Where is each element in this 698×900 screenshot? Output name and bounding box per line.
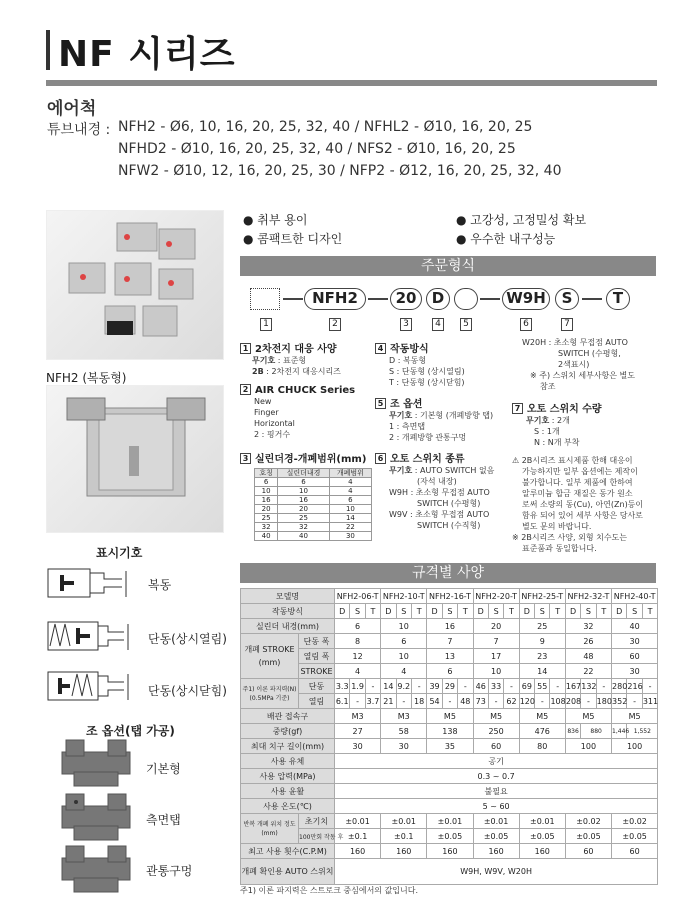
spec-cell: 6 (381, 634, 427, 649)
force-cell: - (365, 679, 380, 694)
symbol-label-single-open: 단동(상시열림) (148, 632, 227, 646)
model-cell: NFH2-16-T (427, 589, 473, 604)
force-cell: 216 (627, 679, 642, 694)
action-cell: T (596, 604, 611, 619)
order-num-2: 2 (329, 318, 341, 331)
spec-cell: 100 (612, 739, 658, 754)
action-cell: T (365, 604, 380, 619)
spec-cell: ±0.02 (612, 814, 658, 829)
spec-table (240, 588, 658, 885)
weight-cell: 476 (519, 724, 565, 739)
label-bore: 실린더 내경(mm) (241, 619, 335, 634)
pressure-value: 0.3 ~ 0.7 (335, 769, 658, 784)
def-7: 7 오토 스위치 수량 무기호 : 2개 S : 1개 N : N개 부착 (512, 400, 602, 448)
spec-cell: M5 (427, 709, 473, 724)
model-cell: NFH2-25-T (519, 589, 565, 604)
label-fluid: 사용 유체 (241, 754, 335, 769)
section-heading: 에어척 (47, 99, 97, 119)
label-pressure: 사용 압력(MPa) (241, 769, 335, 784)
force-cell: 180 (596, 694, 611, 709)
order-dash (582, 298, 602, 300)
action-cell: D (612, 604, 627, 619)
weight-cell: 58 (381, 724, 427, 739)
spec-cell: M5 (519, 709, 565, 724)
weight-cell: 1,446 (612, 724, 627, 739)
label-port: 배관 접속구 (241, 709, 335, 724)
label-lube: 사용 윤활 (241, 784, 335, 799)
page-title: NF 시리즈 (58, 34, 236, 75)
action-cell: D (335, 604, 350, 619)
action-cell: D (381, 604, 396, 619)
force-cell: 352 (612, 694, 627, 709)
force-cell: 69 (519, 679, 534, 694)
def-6-continued: W20H : 초소형 무접점 AUTO SWITCH (수평형, 2색표시) ※ 주) 스위치 세부사항은 별도 참조 (522, 338, 636, 391)
label-action: 작동방식 (241, 604, 335, 619)
spec-cell: 26 (565, 634, 611, 649)
spec-cell: 20 (473, 619, 519, 634)
spec-cell: 7 (473, 634, 519, 649)
force-cell: 62 (504, 694, 519, 709)
label-stroke: STROKE (299, 664, 335, 679)
weight-cell: 27 (335, 724, 381, 739)
action-cell: S (581, 604, 596, 619)
spec-cell: M5 (565, 709, 611, 724)
order-num-1: 1 (260, 318, 272, 331)
model-cell: NFH2-06-T (335, 589, 381, 604)
force-cell: 3.7 (365, 694, 380, 709)
force-cell: - (350, 694, 365, 709)
title-accent-bar (46, 30, 50, 70)
spec-cell: ±0.01 (519, 814, 565, 829)
order-num-7: 7 (561, 318, 573, 331)
def-3: 3 실린더경-개폐범위(mm) 호칭 실린더내경 개폐범위 6 6 4 10 10 4 16 16 6 20 20 10 25 25 14 32 32 22 40 40 30 (240, 450, 372, 541)
label-grip: 최대 치구 길이(mm) (241, 739, 335, 754)
single-open-symbol (46, 618, 136, 656)
spec-cell: 13 (427, 649, 473, 664)
force-cell: 9.2 (396, 679, 411, 694)
order-num-3: 3 (400, 318, 412, 331)
spec-cell: 9 (519, 634, 565, 649)
title-rule (46, 80, 657, 86)
feature-1: ● 취부 용이 (243, 213, 308, 227)
spec-cell: M5 (612, 709, 658, 724)
spec-cell: 40 (612, 619, 658, 634)
label-temp: 사용 온도(℃) (241, 799, 335, 814)
spec-cell: ±0.1 (381, 829, 427, 844)
order-dash (283, 298, 303, 300)
force-cell: 18 (411, 694, 426, 709)
spec-cell: 100 (565, 739, 611, 754)
force-cell: - (642, 679, 657, 694)
def-2: 2 AIR CHUCK Series New Finger Horizontal 2 : 핑거수 (240, 384, 355, 440)
product-group-photo (46, 210, 224, 360)
weight-cell: 1,552 (627, 724, 658, 739)
force-cell: - (396, 694, 411, 709)
tube-line-2: NFHD2 - Ø10, 16, 20, 25, 32, 40 / NFS2 - Ø10, 16, 20, 25 (118, 141, 516, 157)
force-cell: - (581, 694, 596, 709)
spec-cell: 160 (335, 844, 381, 859)
spec-cell: 4 (335, 664, 381, 679)
spec-cell: ±0.05 (473, 829, 519, 844)
spec-cell: 32 (565, 619, 611, 634)
spec-cell: 60 (565, 844, 611, 859)
force-cell: 54 (427, 694, 442, 709)
action-cell: S (350, 604, 365, 619)
spec-cell: 160 (519, 844, 565, 859)
double-acting-symbol (46, 565, 136, 603)
spec-cell: ±0.05 (565, 829, 611, 844)
label-f-single: 단동 (299, 679, 335, 694)
spec-cell: 30 (381, 739, 427, 754)
spec-footnote: 주1) 이론 파지력은 스트로크 중심에서의 값입니다. (240, 886, 419, 895)
spec-cell: 10 (473, 664, 519, 679)
order-code-switch: W9H (502, 288, 550, 310)
action-cell: S (442, 604, 457, 619)
label-single: 단동 폭 (299, 634, 335, 649)
order-code-bore: 20 (390, 288, 422, 310)
bore-table: 호칭 실린더내경 개폐범위 6 6 4 10 10 4 16 16 6 20 20 10 25 25 14 32 32 22 40 40 30 (254, 468, 372, 541)
feature-4: ● 우수한 내구성능 (456, 232, 556, 246)
lube-value: 불필요 (335, 784, 658, 799)
spec-cell: M3 (335, 709, 381, 724)
label-acc-main: 반복 개폐 위치 정도(mm) (241, 814, 299, 844)
weight-cell: 836 (565, 724, 580, 739)
force-cell: - (458, 679, 473, 694)
gripper-group-illustration (47, 211, 225, 361)
spec-cell: ±0.01 (335, 814, 381, 829)
order-num-5: 5 (460, 318, 472, 331)
def-1: 1 2차전지 대응 사양 무기호 : 표준형 2B : 2차전지 대응시리즈 (240, 340, 341, 377)
action-cell: S (488, 604, 503, 619)
spec-cell: 30 (335, 739, 381, 754)
order-blank-box (250, 288, 280, 310)
spec-cell: 4 (381, 664, 427, 679)
spec-cell: 8 (335, 634, 381, 649)
force-cell: 33 (488, 679, 503, 694)
spec-cell: 35 (427, 739, 473, 754)
spec-cell: 160 (473, 844, 519, 859)
product-caption: NFH2 (복동형) (46, 371, 127, 385)
spec-cell: 25 (519, 619, 565, 634)
spec-cell: 10 (381, 649, 427, 664)
symbol-label-single-closed: 단동(상시닫힘) (148, 684, 227, 698)
spec-cell: 48 (565, 649, 611, 664)
force-cell: 21 (381, 694, 396, 709)
spec-cell: 30 (612, 664, 658, 679)
weight-cell: 138 (427, 724, 473, 739)
spec-cell: 30 (612, 634, 658, 649)
tube-label: 튜브내경 : (47, 122, 111, 138)
weight-cell: 250 (473, 724, 519, 739)
action-cell: D (519, 604, 534, 619)
order-code-option-t: T (606, 288, 630, 310)
label-force-main: 주1) 이론 파지력(N) (0.5MPa 기준) (241, 679, 299, 709)
feature-3: ● 콤팩트한 디자인 (243, 232, 343, 246)
spec-cell: 80 (519, 739, 565, 754)
force-cell: 311 (642, 694, 657, 709)
tap-label-through: 관통구멍 (146, 864, 193, 878)
force-cell: 14 (381, 679, 396, 694)
action-cell: S (396, 604, 411, 619)
force-cell: 208 (565, 694, 580, 709)
force-cell: 55 (535, 679, 550, 694)
symbol-title: 표시기호 (96, 546, 143, 560)
spec-cell: M5 (473, 709, 519, 724)
label-sw: 개폐 확인용 AUTO 스위치 (241, 859, 335, 885)
spec-cell: ±0.1 (335, 829, 381, 844)
model-cell: NFH2-20-T (473, 589, 519, 604)
spec-cell: 60 (612, 649, 658, 664)
label-acc1: 초기치 (299, 814, 335, 829)
force-cell: - (550, 679, 565, 694)
model-cell: NFH2-40-T (612, 589, 658, 604)
action-cell: T (458, 604, 473, 619)
label-freq: 최고 사용 횟수(C.P.M) (241, 844, 335, 859)
symbol-label-double: 복동 (148, 578, 172, 592)
tap-label-basic: 기본형 (146, 762, 181, 776)
tube-line-1: NFH2 - Ø6, 10, 16, 20, 25, 32, 40 / NFHL2 - Ø10, 16, 20, 25 (118, 119, 533, 135)
label-f-open: 열림 (299, 694, 335, 709)
spec-cell: 60 (473, 739, 519, 754)
note-2b: ⚠ 2B시리즈 표시제품 한해 대응이 가능하지만 일부 옵션에는 제작이 불가합니다. 일부 제품에 한하여 알루미늄 합금 재질은 동가 원소 로써 소량의 동(Cu), 아연(Zn)등이 함유 되어 있어 세부 사항은 당사로 별도 문의 바랍니다. ※ 2B시리즈 사양, 외형 치수도는 표준품과 동일합니다. (512, 456, 644, 553)
nfh2-photo (46, 385, 224, 533)
action-cell: D (473, 604, 488, 619)
tube-line-3: NFW2 - Ø10, 12, 16, 20, 25, 30 / NFP2 - Ø12, 16, 20, 25, 32, 40 (118, 163, 562, 179)
action-cell: T (642, 604, 657, 619)
def-5: 5 조 옵션 무기호 : 기본형 (개폐방향 탭) 1 : 측면탭 2 : 개폐방향 관통구멍 (375, 395, 493, 443)
label-open: 열림 폭 (299, 649, 335, 664)
spec-cell: 160 (427, 844, 473, 859)
spec-cell: 17 (473, 649, 519, 664)
order-num-6: 6 (520, 318, 532, 331)
force-cell: 132 (581, 679, 596, 694)
spec-cell: 60 (612, 844, 658, 859)
spec-cell: 7 (427, 634, 473, 649)
spec-cell: 160 (381, 844, 427, 859)
action-cell: S (535, 604, 550, 619)
order-code-action: D (426, 288, 450, 310)
action-cell: S (627, 604, 642, 619)
spec-band: 규격별 사양 (240, 563, 656, 583)
force-cell: - (627, 694, 642, 709)
model-cell: NFH2-10-T (381, 589, 427, 604)
spec-cell: ±0.05 (427, 829, 473, 844)
spec-cell: 14 (519, 664, 565, 679)
force-cell: 120 (519, 694, 534, 709)
spec-cell: ±0.05 (519, 829, 565, 844)
action-cell: T (504, 604, 519, 619)
action-cell: D (427, 604, 442, 619)
spec-cell: ±0.01 (427, 814, 473, 829)
force-cell: - (504, 679, 519, 694)
force-cell: 48 (458, 694, 473, 709)
spec-cell: 16 (427, 619, 473, 634)
sw-value: W9H, W9V, W20H (335, 859, 658, 885)
force-cell: - (596, 679, 611, 694)
force-cell: 1.9 (350, 679, 365, 694)
model-cell: NFH2-32-T (565, 589, 611, 604)
spec-cell: 23 (519, 649, 565, 664)
tap-basic-icon (56, 740, 136, 790)
action-cell: T (550, 604, 565, 619)
order-num-4: 4 (432, 318, 444, 331)
spec-cell: ±0.05 (612, 829, 658, 844)
label-model: 모델명 (241, 589, 335, 604)
force-cell: - (442, 694, 457, 709)
force-cell: 167 (565, 679, 580, 694)
force-cell: - (488, 694, 503, 709)
order-dash (480, 298, 500, 300)
force-cell: 6.1 (335, 694, 350, 709)
spec-cell: 6 (427, 664, 473, 679)
tap-side-icon (56, 794, 136, 844)
force-cell: 39 (427, 679, 442, 694)
order-code-series: NFH2 (304, 288, 366, 310)
force-cell: 46 (473, 679, 488, 694)
action-cell: T (411, 604, 426, 619)
force-cell: 29 (442, 679, 457, 694)
spec-cell: 10 (381, 619, 427, 634)
feature-2: ● 고강성, 고정밀성 확보 (456, 213, 587, 227)
spec-cell: ±0.02 (565, 814, 611, 829)
single-closed-symbol (46, 668, 136, 706)
force-cell: - (411, 679, 426, 694)
temp-value: 5 ~ 60 (335, 799, 658, 814)
tap-through-icon (56, 846, 136, 896)
spec-cell: ±0.01 (381, 814, 427, 829)
tap-title: 조 옵션(탭 가공) (86, 724, 175, 738)
spec-cell: M3 (381, 709, 427, 724)
force-cell: 73 (473, 694, 488, 709)
force-cell: 280 (612, 679, 627, 694)
spec-cell: 22 (565, 664, 611, 679)
spec-cell: ±0.01 (473, 814, 519, 829)
label-weight: 중량(gf) (241, 724, 335, 739)
action-cell: D (565, 604, 580, 619)
order-band: 주문형식 (240, 256, 656, 276)
label-acc2: 100만회 작동 후 (299, 829, 335, 844)
nfh2-illustration (47, 386, 225, 534)
def-4: 4 작동방식 D : 복동형 S : 단동형 (상시열림) T : 단동형 (상시닫힘) (375, 340, 465, 388)
label-stroke-main: 개폐 STROKE (mm) (241, 634, 299, 679)
order-code-qty: S (555, 288, 579, 310)
force-cell: - (535, 694, 550, 709)
fluid-value: 공기 (335, 754, 658, 769)
order-code-option-blank (454, 288, 478, 310)
def-6: 6 오토 스위치 종류 무기호 : AUTO SWITCH 없음 (자석 내장) W9H : 초소형 무접점 AUTO SWITCH (수평형) W9V : 초소형 무접점 AUTO SWITCH (수직형) (375, 450, 494, 531)
spec-cell: 12 (335, 649, 381, 664)
order-dash (368, 298, 388, 300)
spec-cell: 6 (335, 619, 381, 634)
tap-label-side: 측면탭 (146, 813, 181, 827)
force-cell: 3.3 (335, 679, 350, 694)
force-cell: 108 (550, 694, 565, 709)
weight-cell: 880 (581, 724, 612, 739)
